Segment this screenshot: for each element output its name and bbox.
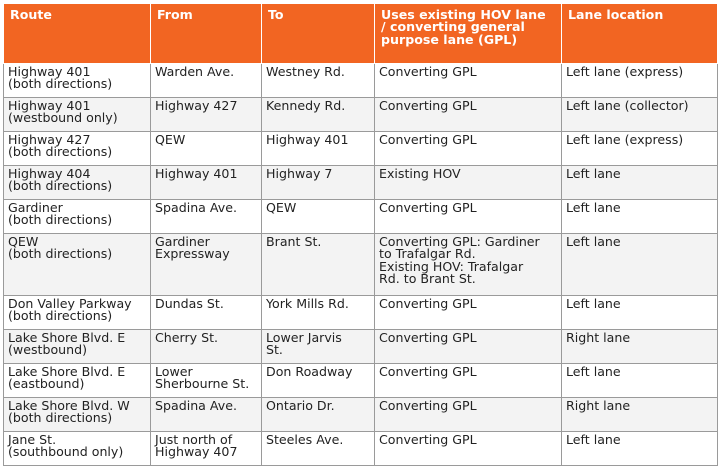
cell-text-line: Cherry St. [155,330,219,345]
cell-to [262,234,375,296]
cell-text-line: (both directions) [8,308,113,324]
column-header-uses [375,4,562,64]
cell-from [151,234,262,296]
cell-lane-type [375,166,562,200]
cell-lane-location [562,200,718,234]
cell-text-line: St. [266,342,283,358]
cell-text-line: Spadina Ave. [155,398,237,413]
cell-to [262,98,375,132]
table-row [4,432,718,466]
cell-text-line: Converting GPL [379,364,477,379]
table-row [4,64,718,98]
cell-from [151,132,262,166]
cell-text-line: Gardiner [8,200,63,215]
table-row [4,296,718,330]
cell-text-line: Existing HOV: Trafalgar [379,258,524,274]
table-row [4,234,718,296]
cell-text-line: Sherbourne St. [155,376,250,392]
table-row [4,330,718,364]
cell-text-line: Converting GPL [379,398,477,413]
table-row [4,98,718,132]
table-row [4,398,718,432]
cell-text-line: Jane St. [8,432,57,447]
cell-to [262,296,375,330]
cell-lane-type [375,200,562,234]
cell-to [262,330,375,364]
cell-lane-type [375,98,562,132]
cell-from [151,166,262,200]
cell-text-line: (westbound) [8,342,88,358]
cell-text-line: Just north of [155,432,233,447]
cell-text-line: to Trafalgar Rd. [379,246,476,262]
cell-text-line: Highway 427 [8,132,91,147]
cell-text-line: Converting GPL [379,98,477,113]
cell-text-line: Left lane [566,234,621,249]
cell-route [4,98,151,132]
cell-text-line: Highway 404 [8,166,91,181]
cell-from [151,364,262,398]
cell-text-line: QEW [266,200,297,215]
cell-text-line: Lower Jarvis [266,330,342,345]
table-body [4,64,718,466]
cell-text-line: Highway 7 [266,166,333,181]
cell-text-line: Left lane [566,296,621,311]
cell-text-line: Left lane (express) [566,64,684,79]
cell-text-line: Kennedy Rd. [266,98,346,113]
cell-lane-location [562,98,718,132]
cell-text-line: Left lane [566,364,621,379]
column-header-route: Route [4,4,151,64]
cell-from [151,98,262,132]
cell-text-line: Left lane (collector) [566,98,689,113]
hov-lane-table [3,3,718,466]
cell-text-line: Highway 401 [8,64,91,79]
cell-text-line: Highway 401 [8,98,91,113]
cell-lane-location [562,432,718,466]
cell-text-line: Highway 427 [155,98,238,113]
cell-text-line: Converting GPL [379,132,477,147]
cell-lane-type [375,364,562,398]
cell-text-line: (both directions) [8,76,113,92]
cell-route [4,200,151,234]
cell-text-line: Highway 407 [155,444,238,460]
cell-text-line: (both directions) [8,212,113,228]
cell-text-line: Left lane (express) [566,132,684,147]
cell-lane-location [562,330,718,364]
cell-text-line: Don Valley Parkway [8,296,132,311]
cell-route [4,432,151,466]
cell-text-line: Spadina Ave. [155,200,237,215]
cell-route [4,364,151,398]
cell-text-line: Lake Shore Blvd. E [8,330,126,345]
cell-lane-type [375,296,562,330]
cell-from [151,398,262,432]
cell-from [151,432,262,466]
table-row [4,132,718,166]
cell-route [4,64,151,98]
cell-text-line: (both directions) [8,144,113,160]
cell-text-line: QEW [8,234,39,249]
cell-text-line: (westbound only) [8,110,118,126]
cell-text-line: Converting GPL [379,64,477,79]
cell-text-line: Rd. to Brant St. [379,271,476,287]
cell-route [4,330,151,364]
cell-to [262,132,375,166]
cell-lane-type [375,398,562,432]
hov-lane-table-container [3,3,718,466]
cell-text-line: Left lane [566,166,621,181]
cell-route [4,296,151,330]
cell-lane-location [562,64,718,98]
cell-to [262,200,375,234]
cell-to [262,166,375,200]
table-header-row [4,4,718,64]
cell-text-line: Expressway [155,246,230,262]
cell-text-line: Right lane [566,330,631,345]
cell-text-line: (both directions) [8,246,113,262]
cell-text-line: Right lane [566,398,631,413]
cell-lane-location [562,296,718,330]
cell-route [4,166,151,200]
cell-lane-location [562,166,718,200]
cell-text-line: Highway 401 [266,132,349,147]
cell-text-line: Don Roadway [266,364,353,379]
cell-text-line: (both directions) [8,178,113,194]
cell-lane-type [375,64,562,98]
cell-text-line: Ontario Dr. [266,398,335,413]
table-row [4,166,718,200]
cell-text-line: Existing HOV [379,166,461,181]
cell-text-line: Converting GPL [379,200,477,215]
cell-text-line: Converting GPL [379,432,477,447]
cell-route [4,398,151,432]
cell-lane-location [562,234,718,296]
table-row [4,200,718,234]
column-header-from: From [151,4,262,64]
cell-text-line: Lake Shore Blvd. W [8,398,130,413]
cell-text-line: (both directions) [8,410,113,426]
cell-lane-type [375,432,562,466]
column-header-uses-line: Uses existing HOV lane [381,7,546,22]
cell-lane-location [562,364,718,398]
cell-text-line: Gardiner [155,234,210,249]
cell-text-line: Converting GPL: Gardiner [379,234,540,249]
cell-text-line: Steeles Ave. [266,432,344,447]
cell-text-line: Lake Shore Blvd. E [8,364,126,379]
cell-text-line: Warden Ave. [155,64,235,79]
cell-text-line: Lower [155,364,193,379]
column-header-to: To [262,4,375,64]
cell-from [151,296,262,330]
cell-route [4,234,151,296]
cell-text-line: Left lane [566,432,621,447]
cell-from [151,64,262,98]
cell-text-line: Converting GPL [379,330,477,345]
cell-lane-type [375,330,562,364]
column-header-uses-line: purpose lane (GPL) [381,31,518,47]
cell-text-line: QEW [155,132,186,147]
column-header-lane-location: Lane location [562,4,718,64]
cell-text-line: Highway 401 [155,166,238,181]
cell-text-line: York Mills Rd. [266,296,349,311]
cell-lane-location [562,398,718,432]
cell-lane-type [375,132,562,166]
cell-lane-type [375,234,562,296]
cell-text-line: Brant St. [266,234,322,249]
cell-from [151,330,262,364]
column-header-uses-line: / converting general [381,19,525,35]
cell-text-line: Westney Rd. [266,64,345,79]
cell-route [4,132,151,166]
cell-text-line: (southbound only) [8,444,124,460]
table-row [4,364,718,398]
cell-text-line: Left lane [566,200,621,215]
cell-to [262,64,375,98]
cell-from [151,200,262,234]
cell-text-line: Converting GPL [379,296,477,311]
cell-to [262,398,375,432]
cell-lane-location [562,132,718,166]
cell-to [262,364,375,398]
cell-to [262,432,375,466]
cell-text-line: Dundas St. [155,296,224,311]
cell-text-line: (eastbound) [8,376,85,392]
